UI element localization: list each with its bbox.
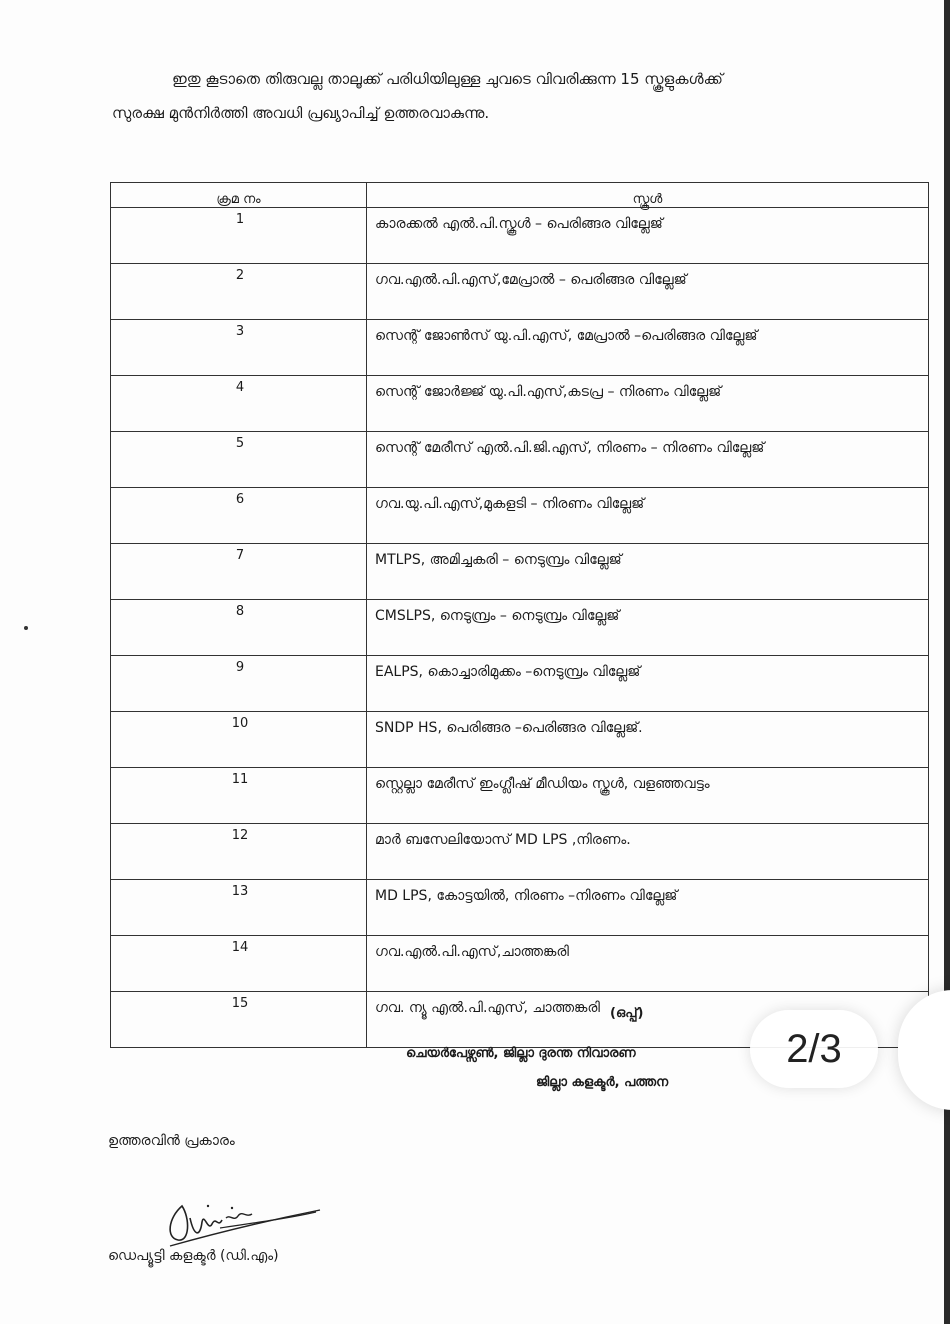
school-name: ഗവ.എൽ.പി.എസ്,മേപ്രാൽ – പെരിങ്ങര വില്ലേജ് — [367, 264, 929, 320]
serial-number: 4 — [111, 376, 367, 432]
school-name: സെന്റ് ജോൺസ് യു.പി.എസ്, മേപ്രാൽ –പെരിങ്ങര വില്ലേജ് — [367, 320, 929, 376]
serial-number: 7 — [111, 544, 367, 600]
deputy-collector-label: ഡെപ്യൂട്ടി കളക്ടർ (ഡി.എം) — [108, 1248, 279, 1264]
school-name: EALPS, കൊച്ചാരിമുക്കം –നെടുമ്പ്രം വില്ലേജ് — [367, 656, 929, 712]
intro-paragraph — [112, 62, 902, 130]
table-row — [111, 376, 929, 432]
school-name: MD LPS, കോട്ടയിൽ, നിരണം –നിരണം വില്ലേജ് — [367, 880, 929, 936]
school-name: സെന്റ് ജോർജ്ജ് യു.പി.എസ്,കടപ്ര – നിരണം വില്ലേജ് — [367, 376, 929, 432]
table-row — [111, 824, 929, 880]
table-row — [111, 320, 929, 376]
school-name: CMSLPS, നെടുമ്പ്രം – നെടുമ്പ്രം വില്ലേജ് — [367, 600, 929, 656]
school-name: MTLPS, അമിച്ചകരി – നെടുമ്പ്രം വില്ലേജ് — [367, 544, 929, 600]
school-name: ഗവ.യു.പി.എസ്,മുകളടി – നിരണം വില്ലേജ് — [367, 488, 929, 544]
serial-number: 14 — [111, 936, 367, 992]
school-name: സെന്റ് മേരീസ് എൽ.പി.ജി.എസ്, നിരണം – നിരണം വില്ലേജ് — [367, 432, 929, 488]
serial-number: 10 — [111, 712, 367, 768]
serial-number: 8 — [111, 600, 367, 656]
header-serial-number: ക്രമ നം — [111, 183, 367, 208]
serial-number: 5 — [111, 432, 367, 488]
screen-edge — [944, 0, 950, 1324]
serial-number: 15 — [111, 992, 367, 1048]
serial-number: 3 — [111, 320, 367, 376]
table-row — [111, 264, 929, 320]
schools-table — [110, 182, 929, 1048]
school-name: സ്റ്റെല്ലാ മേരീസ് ഇംഗ്ലീഷ് മീഡിയം സ്കൂൾ, വളഞ്ഞവട്ടം — [367, 768, 929, 824]
header-school: സ്കൂൾ — [367, 183, 929, 208]
table-row — [111, 656, 929, 712]
table-row — [111, 208, 929, 264]
serial-number: 6 — [111, 488, 367, 544]
signed-note: (ഒപ്പ്) — [610, 1006, 644, 1021]
chairperson-designation: ചെയർപേഴ്സൺ, ജില്ലാ ദുരന്ത നിവാരണ — [406, 1046, 636, 1061]
scan-speck — [24, 626, 28, 630]
school-name: ഗവ.എൽ.പി.എസ്,ചാത്തങ്കരി — [367, 936, 929, 992]
serial-number: 12 — [111, 824, 367, 880]
school-name: മാർ ബസേലിയോസ് MD LPS ,നിരണം. — [367, 824, 929, 880]
school-name: ഗവ. ന്യൂ എൽ.പി.എസ്, ചാത്തങ്കരി — [367, 992, 929, 1048]
table-row — [111, 936, 929, 992]
intro-line-1: ഇതു കൂടാതെ തിരുവല്ല താലൂക്ക് പരിധിയിലുള്ള ചുവടെ വിവരിക്കുന്ന 15 സ്കൂളുകൾക്ക് — [172, 70, 723, 88]
table-header-row — [111, 183, 929, 208]
table-row — [111, 488, 929, 544]
table-row — [111, 544, 929, 600]
table-row — [111, 880, 929, 936]
collector-designation: ജില്ലാ കളക്ടർ, പത്തന — [536, 1075, 669, 1090]
school-name: കാരക്കൽ എൽ.പി.സ്കൂൾ – പെരിങ്ങര വില്ലേജ് — [367, 208, 929, 264]
table-row — [111, 600, 929, 656]
table-row — [111, 768, 929, 824]
serial-number: 2 — [111, 264, 367, 320]
table-row — [111, 432, 929, 488]
order-label: ഉത്തരവിൻ പ്രകാരം — [108, 1133, 235, 1149]
table-row — [111, 712, 929, 768]
serial-number: 13 — [111, 880, 367, 936]
serial-number: 11 — [111, 768, 367, 824]
intro-line-2: സുരക്ഷ മുൻനിർത്തി അവധി പ്രഖ്യാപിച്ച് ഉത്തരവാകുന്നു. — [112, 104, 490, 122]
serial-number: 9 — [111, 656, 367, 712]
serial-number: 1 — [111, 208, 367, 264]
page-indicator: 2/3 — [750, 1010, 878, 1088]
school-name: SNDP HS, പെരിങ്ങര –പെരിങ്ങര വില്ലേജ്. — [367, 712, 929, 768]
